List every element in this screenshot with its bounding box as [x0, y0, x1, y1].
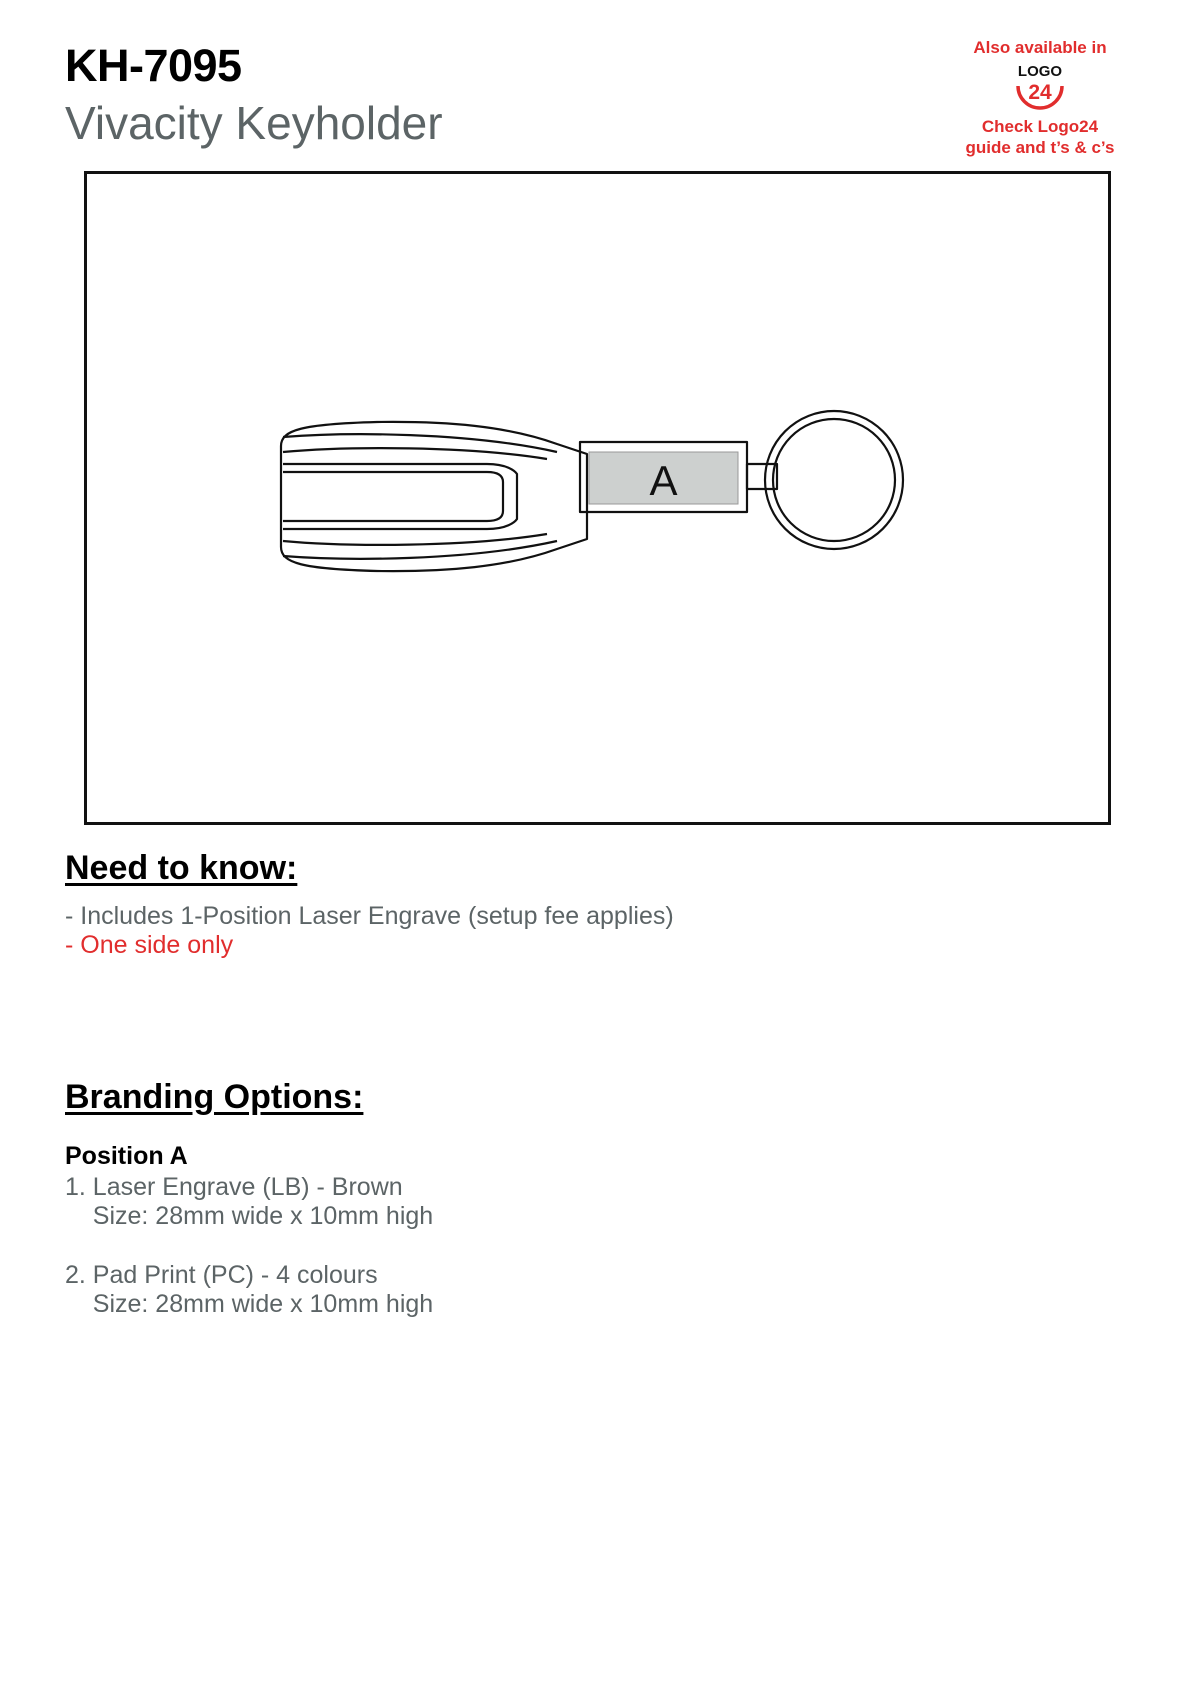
branding-option-1-size: Size: 28mm wide x 10mm high [65, 1202, 434, 1230]
keyholder-drawing [87, 174, 1108, 822]
need-to-know-heading: Need to know: [65, 849, 298, 887]
product-name: Vivacity Keyholder [65, 97, 443, 149]
logo24-check-line-2: guide and t’s & c’s [965, 138, 1115, 157]
logo24-badge-icon [1010, 62, 1070, 114]
keyholder-slot-inner [283, 472, 503, 521]
branding-option-2-size: Size: 28mm wide x 10mm high [65, 1290, 434, 1318]
keyholder-ring-inner [773, 419, 895, 541]
print-area-label: A [649, 457, 678, 504]
branding-options-heading: Branding Options: [65, 1078, 364, 1116]
logo24-check-line-1: Check Logo24 [981, 117, 1099, 136]
need-to-know-item-warning: - One side only [65, 931, 234, 959]
logo24-number: 24 [1028, 81, 1052, 104]
need-to-know-item: - Includes 1-Position Laser Engrave (setup fee applies) [65, 902, 674, 930]
also-available-text: Also available in [973, 38, 1107, 57]
keyholder-slot [283, 464, 517, 529]
logo24-word: LOGO [1017, 63, 1063, 80]
branding-option-1-method: 1. Laser Engrave (LB) - Brown [65, 1173, 403, 1201]
logo24-notice [940, 38, 1140, 158]
keyholder-groove [283, 534, 547, 545]
product-image-frame [84, 171, 1111, 825]
branding-option-2-method: 2. Pad Print (PC) - 4 colours [65, 1261, 378, 1289]
keyholder-body-outline [281, 422, 587, 571]
position-a-heading: Position A [65, 1142, 188, 1170]
product-code: KH-7095 [65, 40, 242, 91]
keyholder-ring-outer [765, 411, 903, 549]
keyholder-groove [283, 448, 547, 459]
